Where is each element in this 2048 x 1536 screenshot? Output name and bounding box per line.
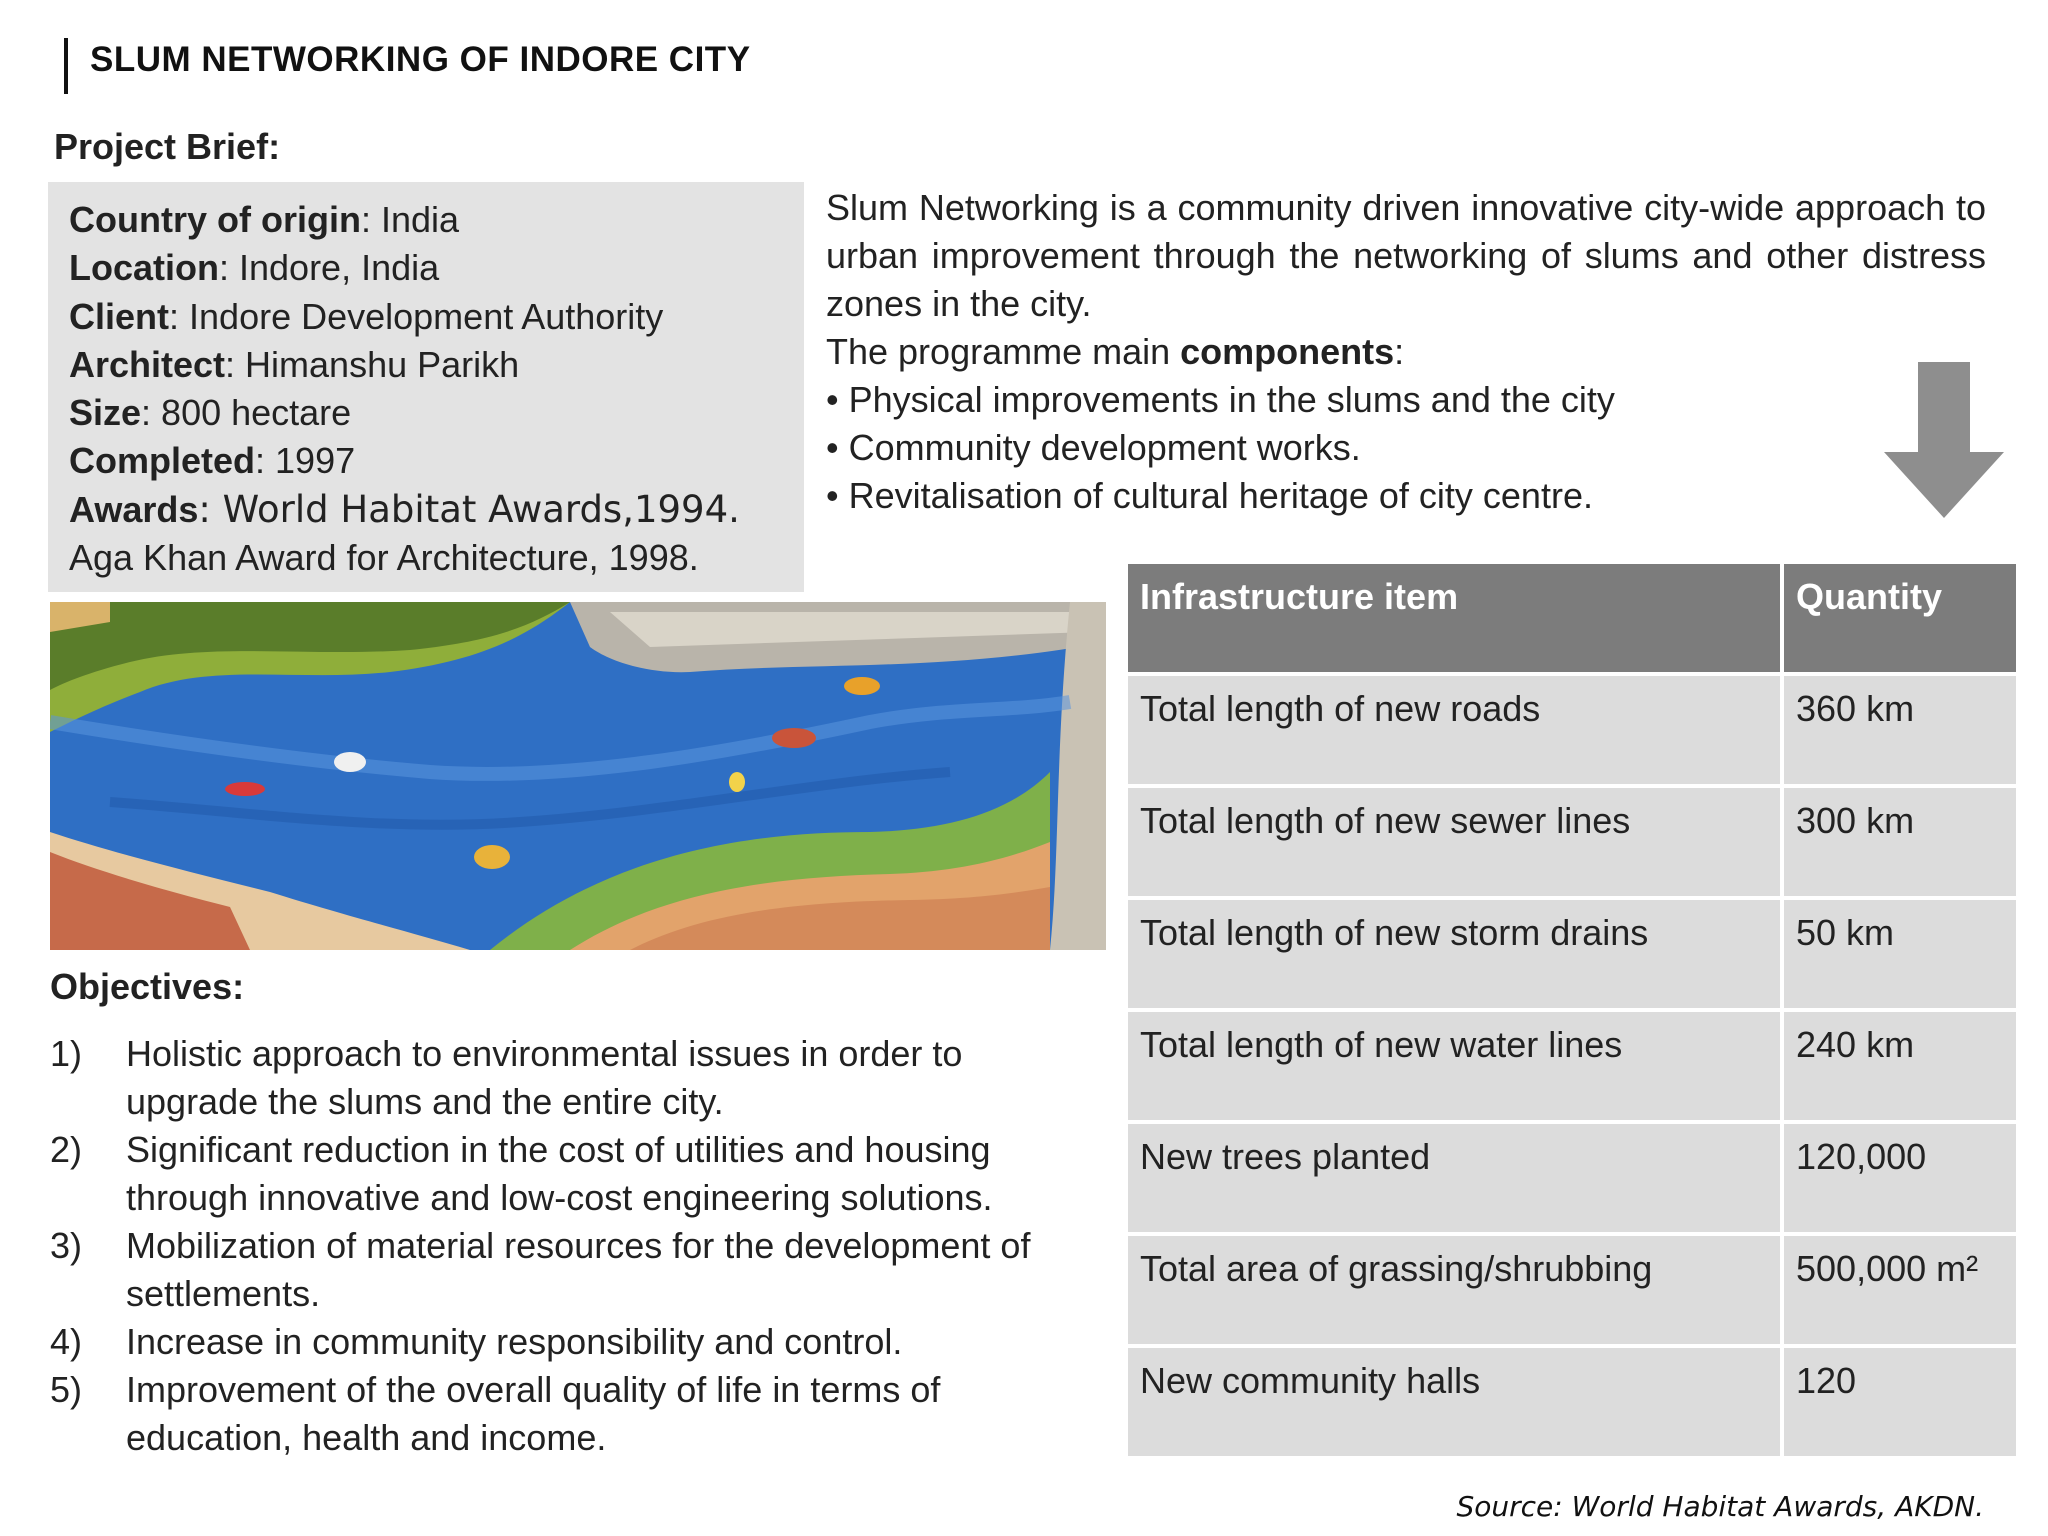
list-text: Improvement of the overall quality of life in terms of education, health and income. <box>126 1369 941 1458</box>
list-text: Mobilization of material resources for the development of settlements. <box>126 1225 1031 1314</box>
brief-label: Client <box>69 295 170 337</box>
table-cell-item: Total length of new roads <box>1126 674 1782 786</box>
list-text: Holistic approach to environmental issues in order to upgrade the slums and the entire city. <box>126 1033 963 1122</box>
intro-paragraph: Slum Networking is a community driven innovative city-wide approach to urban improvement through the networking of slums and other distress zones in the city. <box>826 187 1986 324</box>
table-row <box>1126 1122 2018 1234</box>
table-row <box>1126 674 2018 786</box>
brief-label: Architect <box>69 343 226 385</box>
down-arrow-icon <box>1884 362 2004 518</box>
project-brief-heading: Project Brief: <box>54 126 281 167</box>
brief-row <box>69 437 804 485</box>
brief-label: Awards <box>69 488 199 530</box>
list-number: 3) <box>50 1225 83 1266</box>
table-cell-quantity: 120,000 <box>1782 1122 2018 1234</box>
table-cell-item: New community halls <box>1126 1346 1782 1458</box>
components-prefix: The programme main <box>826 331 1181 372</box>
list-text: Significant reduction in the cost of utilities and housing through innovative and low-cost engineering solutions. <box>126 1129 993 1218</box>
table-header-row <box>1126 562 2018 674</box>
list-item <box>50 1366 1070 1462</box>
component-bullet: • Physical improvements in the slums and the city <box>826 379 1615 420</box>
table-cell-item: Total length of new storm drains <box>1126 898 1782 1010</box>
brief-row <box>69 389 804 437</box>
table-cell-item: Total area of grassing/shrubbing <box>1126 1234 1782 1346</box>
brief-value: : Himanshu Parikh <box>225 343 520 385</box>
header-infrastructure-item: Infrastructure item <box>1126 562 1782 674</box>
brief-row <box>69 341 804 389</box>
brief-value: : Indore, India <box>219 247 440 289</box>
table-cell-quantity: 120 <box>1782 1346 2018 1458</box>
table-row <box>1126 786 2018 898</box>
list-text: Increase in community responsibility and control. <box>126 1321 903 1362</box>
list-number: 5) <box>50 1369 83 1410</box>
table-cell-item: New trees planted <box>1126 1122 1782 1234</box>
brief-row <box>69 293 804 341</box>
infrastructure-table <box>1124 560 2020 1460</box>
list-item <box>50 1030 1070 1126</box>
brief-row <box>69 486 804 534</box>
page-title: SLUM NETWORKING OF INDORE CITY <box>90 40 751 79</box>
brief-label: Size <box>69 392 142 434</box>
components-bold: components <box>1180 331 1395 372</box>
table-cell-quantity: 360 km <box>1782 674 2018 786</box>
list-number: 4) <box>50 1321 83 1362</box>
intro-text <box>826 184 1986 520</box>
table-cell-quantity: 300 km <box>1782 786 2018 898</box>
title-accent-bar <box>64 38 68 94</box>
brief-row <box>69 244 804 292</box>
table-cell-quantity: 50 km <box>1782 898 2018 1010</box>
brief-label: Location <box>69 247 219 289</box>
table-row <box>1126 898 2018 1010</box>
objectives-list <box>50 1030 1070 1462</box>
brief-value: : 800 hectare <box>141 392 352 434</box>
component-bullet: • Community development works. <box>826 427 1361 468</box>
brief-label: Completed <box>69 440 256 482</box>
list-item <box>50 1222 1070 1318</box>
list-number: 2) <box>50 1129 83 1170</box>
table-row <box>1126 1346 2018 1458</box>
component-bullet: • Revitalisation of cultural heritage of city centre. <box>826 475 1593 516</box>
brief-row <box>69 196 804 244</box>
table-cell-quantity: 240 km <box>1782 1010 2018 1122</box>
river-illustration <box>50 602 1106 950</box>
brief-value: : India <box>360 199 460 240</box>
table-row <box>1126 1010 2018 1122</box>
project-brief-box <box>48 182 804 592</box>
list-number: 1) <box>50 1033 83 1074</box>
table-cell-quantity: 500,000 m² <box>1782 1234 2018 1346</box>
brief-label: Country of origin <box>69 199 361 240</box>
brief-value: : Indore Development Authority <box>169 295 664 337</box>
table-cell-item: Total length of new sewer lines <box>1126 786 1782 898</box>
list-item <box>50 1126 1070 1222</box>
brief-value: : World Habitat Awards,1994. <box>198 487 740 531</box>
components-line <box>826 328 1986 376</box>
brief-value: : 1997 <box>255 440 356 482</box>
list-item <box>50 1318 1070 1366</box>
table-cell-item: Total length of new water lines <box>1126 1010 1782 1122</box>
brief-extra: Aga Khan Award for Architecture, 1998. <box>69 537 699 579</box>
components-suffix: : <box>1394 331 1405 372</box>
table-row <box>1126 1234 2018 1346</box>
header-quantity: Quantity <box>1782 562 2018 674</box>
objectives-heading: Objectives: <box>50 966 245 1007</box>
source-note: Source: World Habitat Awards, AKDN. <box>1456 1490 1984 1523</box>
